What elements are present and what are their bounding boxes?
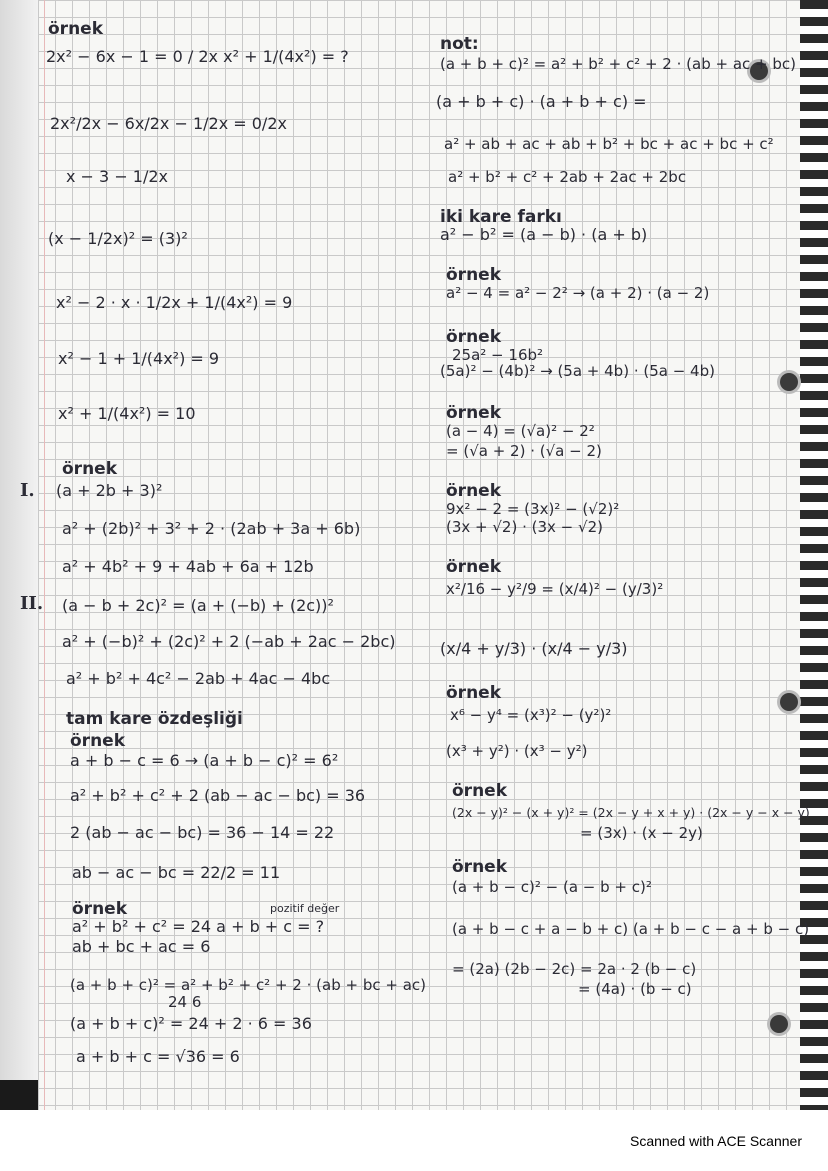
- roman-numeral: II.: [20, 593, 44, 614]
- math-line: (3x + √2) · (3x − √2): [446, 518, 603, 536]
- math-line: (x³ + y²) · (x³ − y²): [446, 742, 588, 760]
- math-line: 9x² − 2 = (3x)² − (√2)²: [446, 500, 620, 518]
- punch-hole: [780, 693, 798, 711]
- math-line: = (2a) (2b − 2c) = 2a · 2 (b − c): [452, 960, 697, 978]
- heading-ornek: örnek: [48, 19, 104, 39]
- heading-ornek: örnek: [446, 327, 502, 347]
- heading-ornek: örnek: [62, 459, 118, 479]
- math-line: a² + b² + 4c² − 2ab + 4ac − 4bc: [66, 669, 331, 688]
- scan-shadow: [0, 1080, 38, 1110]
- math-line: a² + ab + ac + ab + b² + bc + ac + bc + c²: [444, 135, 774, 153]
- heading-tam-kare: tam kare özdeşliği: [66, 709, 243, 729]
- punch-hole: [770, 1015, 788, 1033]
- heading-ornek: örnek: [452, 857, 508, 877]
- page-left-edge: [0, 0, 38, 1110]
- math-line: (a + b − c + a − b + c) (a + b − c − a + b − c): [452, 920, 810, 938]
- math-line: ab − ac − bc = 22/2 = 11: [72, 863, 281, 882]
- spiral-binding: [800, 0, 828, 1110]
- heading-ornek: örnek: [446, 557, 502, 577]
- math-line: 2x²/2x − 6x/2x − 1/2x = 0/2x: [50, 114, 287, 133]
- math-line: (a + 2b + 3)²: [56, 481, 163, 500]
- scanner-watermark: Scanned with ACE Scanner: [630, 1133, 802, 1149]
- roman-numeral: I.: [20, 480, 35, 501]
- heading-ornek: örnek: [446, 683, 502, 703]
- math-line: a² + 4b² + 9 + 4ab + 6a + 12b: [62, 557, 314, 576]
- math-line: a² + b² + c² = 24 a + b + c = ?: [72, 917, 325, 936]
- math-line: (x − 1/2x)² = (3)²: [48, 229, 188, 248]
- punch-hole: [780, 373, 798, 391]
- math-line: (5a)² − (4b)² → (5a + 4b) · (5a − 4b): [440, 362, 715, 380]
- math-line: = (√a + 2) · (√a − 2): [446, 442, 602, 460]
- math-line: x² − 1 + 1/(4x²) = 9: [58, 349, 220, 368]
- math-line: 2 (ab − ac − bc) = 36 − 14 = 22: [70, 823, 335, 842]
- math-line: ab + bc + ac = 6: [72, 937, 211, 956]
- heading-ornek: örnek: [452, 781, 508, 801]
- math-line: x − 3 − 1/2x: [66, 167, 169, 186]
- math-line: (a − 4) = (√a)² − 2²: [446, 422, 595, 440]
- math-line: (x/4 + y/3) · (x/4 − y/3): [440, 639, 628, 658]
- math-line: (a + b + c) · (a + b + c) =: [436, 92, 647, 111]
- math-line: = (4a) · (b − c): [578, 980, 692, 998]
- math-line: (a + b + c)² = a² + b² + c² + 2 · (ab + ac + bc): [440, 55, 796, 73]
- margin-line: [44, 0, 45, 1110]
- math-line: (a + b + c)² = a² + b² + c² + 2 · (ab + bc + ac): [70, 976, 426, 994]
- math-line: a² + (−b)² + (2c)² + 2 (−ab + 2ac − 2bc): [62, 632, 396, 651]
- math-line: x²/16 − y²/9 = (x/4)² − (y/3)²: [446, 580, 664, 598]
- math-line: 25a² − 16b²: [452, 346, 544, 364]
- math-line: x⁶ − y⁴ = (x³)² − (y²)²: [450, 706, 612, 724]
- note-annotation: pozitif değer: [270, 902, 340, 915]
- math-line: a + b − c = 6 → (a + b − c)² = 6²: [70, 751, 339, 770]
- heading-ornek: örnek: [446, 265, 502, 285]
- heading-not: not:: [440, 34, 479, 54]
- math-line: a + b + c = √36 = 6: [76, 1047, 240, 1066]
- math-line: 24 6: [168, 993, 202, 1011]
- math-line: a² − b² = (a − b) · (a + b): [440, 225, 648, 244]
- heading-ornek: örnek: [446, 481, 502, 501]
- math-line: 2x² − 6x − 1 = 0 / 2x x² + 1/(4x²) = ?: [46, 47, 349, 66]
- math-line: = (3x) · (x − 2y): [580, 824, 703, 842]
- math-line: (a − b + 2c)² = (a + (−b) + (2c))²: [62, 596, 334, 615]
- heading-ornek: örnek: [72, 899, 128, 919]
- heading-ornek: örnek: [70, 731, 126, 751]
- math-line: (a + b + c)² = 24 + 2 · 6 = 36: [70, 1014, 312, 1033]
- heading-iki-kare: iki kare farkı: [440, 207, 562, 227]
- math-line: a² + b² + c² + 2ab + 2ac + 2bc: [448, 168, 687, 186]
- math-line: a² + b² + c² + 2 (ab − ac − bc) = 36: [70, 786, 366, 805]
- math-line: x² − 2 · x · 1/2x + 1/(4x²) = 9: [56, 293, 293, 312]
- math-line: (2x − y)² − (x + y)² = (2x − y + x + y) · (2x − y − x − y): [452, 805, 810, 820]
- math-line: (a + b − c)² − (a − b + c)²: [452, 878, 652, 896]
- heading-ornek: örnek: [446, 403, 502, 423]
- math-line: a² − 4 = a² − 2² → (a + 2) · (a − 2): [446, 284, 710, 302]
- math-line: a² + (2b)² + 3² + 2 · (2ab + 3a + 6b): [62, 519, 361, 538]
- math-line: x² + 1/(4x²) = 10: [58, 404, 196, 423]
